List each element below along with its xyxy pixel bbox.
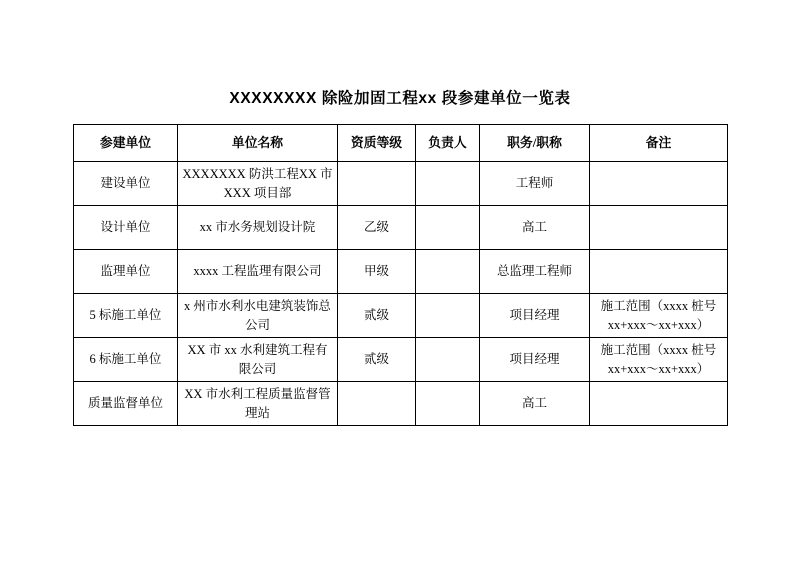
- cell-qualification: 贰级: [338, 338, 416, 382]
- table-row: [74, 382, 728, 426]
- cell-unit-type: 建设单位: [74, 162, 178, 206]
- cell-unit-name: XXXXXXX 防洪工程XX 市XXX 项目部: [178, 162, 338, 206]
- cell-note: [590, 162, 728, 206]
- table-row: [74, 294, 728, 338]
- cell-note: 施工范围（xxxx 桩号xx+xxx～xx+xxx）: [590, 294, 728, 338]
- cell-leader: [416, 250, 480, 294]
- cell-qualification: 乙级: [338, 206, 416, 250]
- cell-unit-name: xxxx 工程监理有限公司: [178, 250, 338, 294]
- cell-note: 施工范围（xxxx 桩号xx+xxx～xx+xxx）: [590, 338, 728, 382]
- cell-leader: [416, 206, 480, 250]
- cell-unit-name: XX 市 xx 水利建筑工程有限公司: [178, 338, 338, 382]
- cell-leader: [416, 162, 480, 206]
- cell-unit-type: 5 标施工单位: [74, 294, 178, 338]
- cell-qualification: 甲级: [338, 250, 416, 294]
- cell-unit-type: 6 标施工单位: [74, 338, 178, 382]
- column-header-note: 备注: [590, 125, 728, 162]
- column-header-position: 职务/职称: [480, 125, 590, 162]
- cell-position: 工程师: [480, 162, 590, 206]
- cell-note: [590, 382, 728, 426]
- column-header-qualification: 资质等级: [338, 125, 416, 162]
- cell-note: [590, 206, 728, 250]
- cell-unit-type: 监理单位: [74, 250, 178, 294]
- cell-leader: [416, 382, 480, 426]
- table-header-row: [74, 125, 728, 162]
- page-title: XXXXXXXX 除险加固工程xx 段参建单位一览表: [229, 90, 571, 107]
- participating-units-table: [73, 124, 728, 426]
- cell-unit-type: 设计单位: [74, 206, 178, 250]
- cell-unit-name: XX 市水利工程质量监督管理站: [178, 382, 338, 426]
- cell-unit-name: xx 市水务规划设计院: [178, 206, 338, 250]
- cell-unit-type: 质量监督单位: [74, 382, 178, 426]
- table-row: [74, 338, 728, 382]
- column-header-leader: 负责人: [416, 125, 480, 162]
- cell-position: 项目经理: [480, 338, 590, 382]
- table-row: [74, 162, 728, 206]
- cell-qualification: [338, 162, 416, 206]
- table-row: [74, 206, 728, 250]
- column-header-unit-type: 参建单位: [74, 125, 178, 162]
- cell-leader: [416, 294, 480, 338]
- column-header-unit-name: 单位名称: [178, 125, 338, 162]
- cell-position: 高工: [480, 382, 590, 426]
- cell-unit-name: x 州市水利水电建筑装饰总公司: [178, 294, 338, 338]
- cell-qualification: 贰级: [338, 294, 416, 338]
- cell-position: 高工: [480, 206, 590, 250]
- cell-position: 项目经理: [480, 294, 590, 338]
- cell-position: 总监理工程师: [480, 250, 590, 294]
- cell-note: [590, 250, 728, 294]
- cell-leader: [416, 338, 480, 382]
- cell-qualification: [338, 382, 416, 426]
- table-row: [74, 250, 728, 294]
